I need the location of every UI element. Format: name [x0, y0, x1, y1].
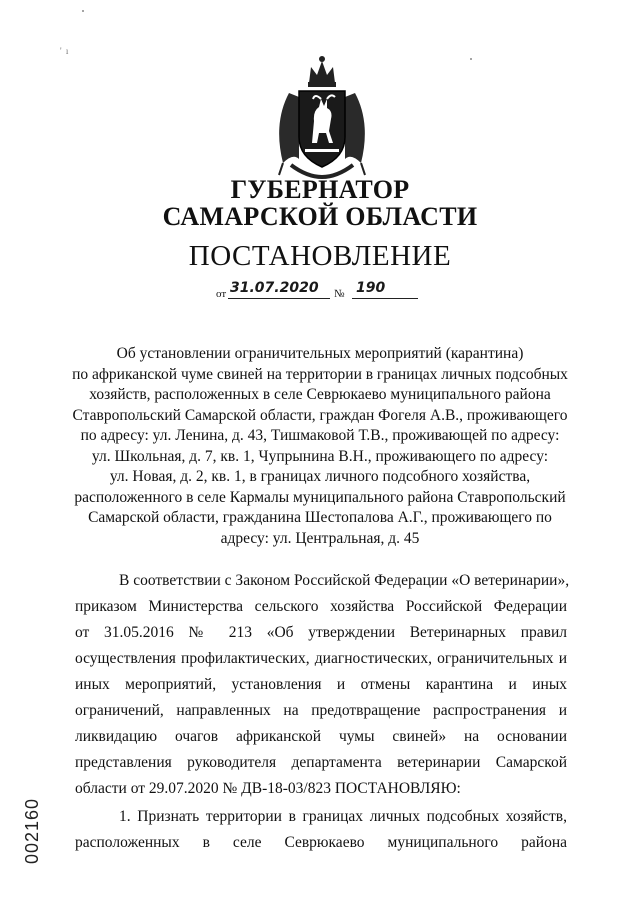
date-number-line: [216, 282, 436, 302]
subject-line: ул. Новая, д. 2, кв. 1, в границах личного подсобного хозяйства,: [109, 468, 531, 485]
number-underline: [352, 298, 418, 299]
date-prefix: от: [216, 288, 227, 300]
body-line: В соответствии с Законом Российской Федерации «О ветеринарии»,: [119, 572, 570, 589]
scan-speck: [82, 10, 84, 12]
subject-line: ул. Школьная, д. 7, кв. 1, Чупрынина В.Н., проживающего по адресу:: [91, 447, 549, 465]
body-line: расположенных в селе Севрюкаево муниципального района: [75, 834, 567, 851]
scan-speck: [470, 58, 472, 60]
authority-title: САМАРСКОЙ ОБЛАСТИ: [162, 202, 478, 231]
body-line: 1. Признать территории в границах личных подсобных хозяйств,: [119, 808, 567, 825]
handwritten-date: 31.07.2020: [230, 280, 319, 296]
body-line: приказом Министерства сельского хозяйства Российской Федерации: [75, 598, 567, 615]
body-line: представления руководителя департамента ветеринарии Самарской: [75, 754, 567, 771]
date-underline: [228, 298, 330, 299]
number-prefix: №: [334, 288, 345, 300]
document-type: ПОСТАНОВЛЕНИЕ: [188, 240, 452, 272]
subject-line: хозяйств, расположенных в селе Севрюкаево муниципального района: [89, 386, 551, 403]
subject-line: Самарской области, гражданина Шестопалова А.Г., проживающего по: [88, 509, 552, 526]
authority-title: ГУБЕРНАТОР: [230, 175, 410, 204]
subject-line: Ставропольский Самарской области, граждан Фогеля А.В., проживающего: [72, 406, 568, 424]
subject-line: расположенного в селе Кармалы муниципального района Ставропольский: [74, 488, 566, 506]
subject-line: по африканской чуме свиней на территории в границах личных подсобных: [72, 365, 568, 383]
subject-line: Об установлении ограничительных мероприятий (карантина): [116, 345, 524, 362]
document-subject: [60, 344, 580, 549]
samara-region-coat-of-arms-icon: [269, 53, 375, 179]
body-line: ликвидацию очагов африканской чумы свиней» на основании: [75, 728, 567, 745]
body-line: области от 29.07.2020 № ДВ-18-03/823 ПОСТАНОВЛЯЮ:: [75, 780, 461, 797]
body-line: ограничений, направленных на предотвращение распространения и: [75, 702, 567, 719]
body-line: от 31.05.2016 № 213 «Об утверждении Ветеринарных правил: [75, 624, 567, 641]
handwritten-number: 190: [356, 280, 386, 296]
margin-serial-number: 002160: [22, 797, 42, 864]
body-line: иных мероприятий, установления и отмены карантина и иных: [75, 676, 567, 693]
corner-mark: ' ı: [60, 46, 70, 56]
subject-line: адресу: ул. Центральная, д. 45: [220, 529, 420, 547]
body-line: осуществления профилактических, диагностических, ограничительных и: [75, 650, 567, 667]
subject-line: по адресу: ул. Ленина, д. 43, Тишмаковой Т.В., проживающей по адресу:: [80, 427, 560, 444]
